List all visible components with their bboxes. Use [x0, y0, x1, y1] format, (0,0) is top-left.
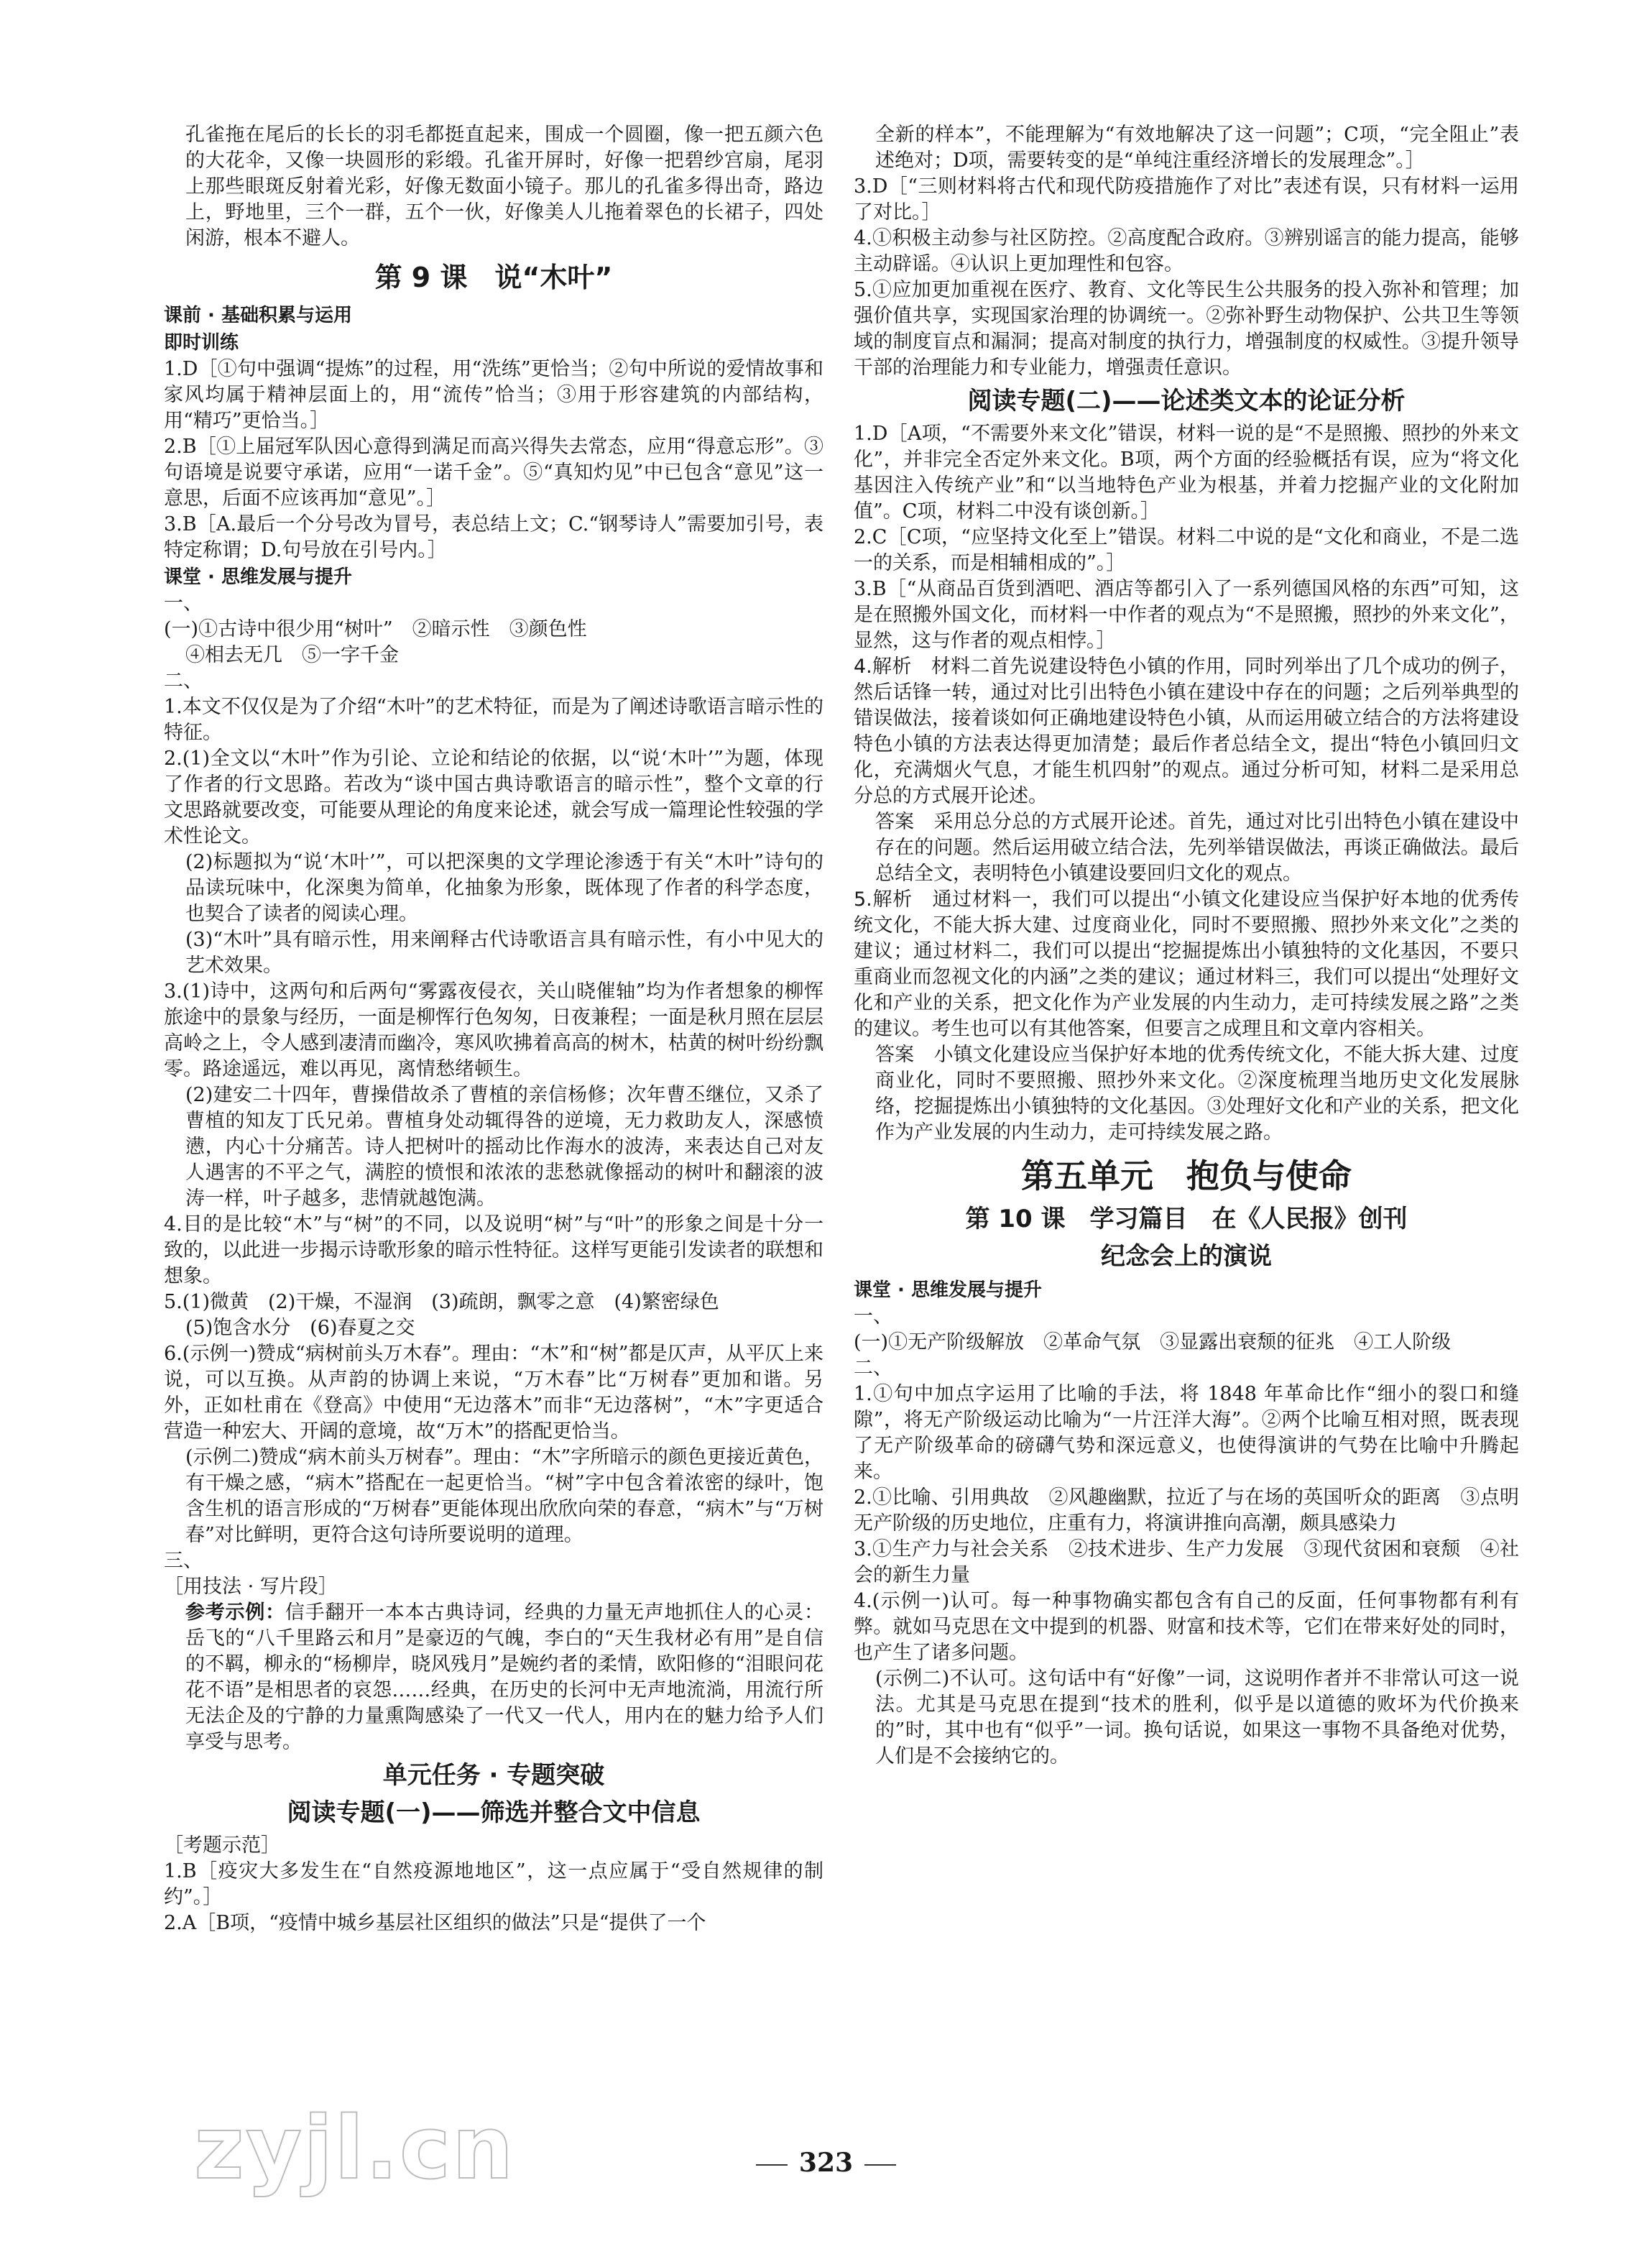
- answer-e5a: 5.(1)微黄 (2)干燥，不湿润 (3)疏朗，飘零之意 (4)繁密绿色: [164, 1291, 719, 1313]
- part-one-line-1: (一)①古诗中很少用“树叶” ②暗示性 ③颜色性: [164, 618, 587, 640]
- answer-r5: 5.①应加更加重视在医疗、教育、文化等民生公共服务的投入弥补和管理；加强价值共享，实现国家治理的协调统一。②弥补野生动物保护、公共卫生等领域的制度盲点和漏洞；提高对制度的执行力，增强制度的权威性。③提升领导干部的治理能力和专业能力，增强责任意识。: [854, 279, 1519, 379]
- answer-2: 2.B［①上届冠军队因心意得到满足而高兴得失去常态，应用“得意忘形”。③句语境是说要守承诺，应用“一诺千金”。⑤“真知灼见”中已包含“意见”这一意思，后面不应该再加“意见”。］: [164, 436, 823, 510]
- part-one-line-r: (一)①无产阶级解放 ②革命气氛 ③显露出衰颓的征兆 ④工人阶级: [854, 1331, 1452, 1353]
- part-one-line-2: ④相去无几 ⑤一字千金: [185, 644, 399, 666]
- part-one-label-r: 一、: [854, 1305, 892, 1328]
- answer-4: 答案 采用总分总的方式展开论述。首先，通过对比引出特色小镇在建设中存在的问题。然后运用破立结合法，先列举错误做法，再谈正确做法。最后总结全文，表明特色小镇建设要回归文化的观点。: [875, 811, 1519, 885]
- sample-paragraph: 参考示例：信手翻开一本本古典诗词，经典的力量无声地抓住人的心灵：岳飞的“八千里路云和月”是豪迈的气魄，李白的“天生我材必有用”是自信的不羁，柳永的“杨柳岸，晓风残月”是婉约者的柔情，欧阳修的“泪眼问花花不语”是相思者的哀怨……经典，在历史的长河中无声地流淌，用流行所无法企及的宁静的力量熏陶感染了一代又一代人，用内在的魅力给予人们享受与思考。: [185, 1601, 824, 1753]
- analysis-5-label: 5.解析: [854, 888, 913, 911]
- reading-topic-2-title: 阅读专题(二)——论述类文本的论证分析: [967, 387, 1406, 415]
- section-heading-in-class: 课堂 · 思维发展与提升: [164, 566, 352, 588]
- reading-topic-1-title: 阅读专题(一)——筛选并整合文中信息: [287, 1798, 701, 1827]
- answer-t2: 2.①比喻、引用典故 ②风趣幽默，拉近了与在场的英国听众的距离 ③点明无产阶级的历史地位，庄重有力，将演讲推向高潮，颇具感染力: [854, 1486, 1519, 1535]
- answer-1: 1.D［①句中强调“提炼”的过程，用“洗练”更恰当；②句中所说的爱情故事和家风均属于精神层面上的，用“流传”恰当；③用于形容建筑的内部结构，用“精巧”更恰当。］: [164, 358, 823, 432]
- answer-3: 3.B［A.最后一个分号改为冒号，表总结上文；C.“钢琴诗人”需要加引号，表特定称谓；D.句号放在引号内。］: [164, 513, 823, 561]
- answer-t4b: (示例二)不认可。这句话中有“好像”一词，这说明作者并不非常认可这一说法。尤其是马克思在提到“技术的胜利，似乎是以道德的败坏为代价换来的”时，其中也有“似乎”一词。换句话说，如果这一事物不具备绝对优势，人们是不会接纳它的。: [875, 1668, 1519, 1767]
- subheading-exercise: 即时训练: [164, 332, 239, 354]
- answer-k1: 1.B［疫灾大多发生在“自然疫源地地区”，这一点应属于“受自然规律的制约”。］: [164, 1860, 823, 1908]
- answer-e3b: (2)建安二十四年，曹操借故杀了曹植的亲信杨修；次年曹丕继位，又杀了曹植的知友丁氏兄弟。曹植身处动辄得咎的逆境，无力救助友人，深感愤懑，内心十分痛苦。诗人把树叶的摇动比作海水的波涛，来表达自己对友人遇害的不平之气，满腔的愤恨和浓浓的悲愁就像摇动的树叶和翻滚的波涛一样，叶子越多，悲情就越饱满。: [185, 1084, 823, 1210]
- answer-r3: 3.D［“三则材料将古代和现代防疫措施作了对比”表述有误，只有材料一运用了对比。］: [854, 175, 1519, 224]
- lesson-9-title: 第 9 课 说“木叶”: [374, 262, 613, 293]
- watermark: zyjl.cn: [194, 2099, 515, 2199]
- lesson-10-title-line-1: 第 10 课 学习篇目 在《人民报》创刊: [965, 1205, 1408, 1233]
- answer-s1: 1.D［A项，“不需要外来文化”错误，材料一说的是“不是照搬、照抄的外来文化”，并非完全否定外来文化。B项，两个方面的经验概括有误，应为“将文化基因注入传统产业”和“以当地特色产业为根基，并着力挖掘产业的文化附加值”。C项，材料二中没有谈创新。］: [854, 423, 1519, 523]
- right-column: [854, 122, 1519, 1770]
- answer-4-label: 答案: [875, 811, 915, 833]
- unit-task-title: 单元任务 · 专题突破: [382, 1761, 605, 1790]
- analysis-4-label: 4.解析: [854, 656, 912, 678]
- answer-r4: 4.①积极主动参与社区防控。②高度配合政府。③辨别谣言的能力提高，能够主动辟谣。④认识上更加理性和包容。: [854, 227, 1519, 275]
- answer-5: 答案 小镇文化建设应当保护好本地的优秀传统文化，不能大拆大建、过度商业化，同时不要照搬、照抄外来文化。②深度梳理当地历史文化发展脉络，挖掘提炼出小镇独特的文化基因。③处理好文化和产业的关系，把文化作为产业发展的内生动力，走可持续发展之路。: [875, 1044, 1519, 1144]
- answer-e2a: 2.(1)全文以“木叶”作为引论、立论和结论的依据，以“说‘木叶’”为题，体现了作者的行文思路。若改为“谈中国古典诗歌语言的暗示性”，整个文章的行文思路就要改变，可能要从理论的角度来论述，就会写成一篇理论性较强的学术性论文。: [164, 748, 823, 847]
- section-heading-lesson-10: 课堂 · 思维发展与提升: [854, 1279, 1042, 1301]
- answer-t1: 1.①句中加点字运用了比喻的手法，将 1848 年革命比作“细小的裂口和缝隙”，将无产阶级运动比喻为“一片汪洋大海”。②两个比喻互相对照，既表现了无产阶级革命的磅礴气势和深远意义，也使得演讲的气势在比喻中升腾起来。: [854, 1383, 1519, 1483]
- answer-e4: 4.目的是比较“木”与“树”的不同，以及说明“树”与“叶”的形象之间是十分一致的，以此进一步揭示诗歌形象的暗示性特征。这样写更能引发读者的联想和想象。: [164, 1213, 823, 1287]
- left-column: [164, 122, 823, 1936]
- technique-tag: ［用技法 · 写片段］: [164, 1576, 338, 1598]
- analysis-4: 4.解析 材料二首先说建设特色小镇的作用，同时列举出了几个成功的例子，然后话锋一转，通过对比引出特色小镇在建设中存在的问题；之后列举典型的错误做法，接着谈如何正确地建设特色小镇，从而运用破立结合的方法将建设特色小镇的方法表达得更加清楚；最后作者总结全文，提出“特色小镇回归文化，充满烟火气息，才能生机四射”的观点。通过分析可知，材料二是采用总分总的方式展开论述。: [854, 656, 1520, 807]
- part-two-label: 二、: [164, 670, 203, 692]
- answer-t4a: 4.(示例一)认可。每一种事物确实都包含有自己的反面，任何事物都有利有弊。就如马克思在文中提到的机器、财富和技术等，它们在带来好处的同时，也产生了诸多问题。: [854, 1590, 1519, 1664]
- answer-s2: 2.C［C项，“应坚持文化至上”错误。材料二中说的是“文化和商业，不是二选一的关系，而是相辅相成的”。］: [854, 526, 1519, 574]
- answer-5-label: 答案: [875, 1044, 915, 1066]
- answer-e2c: (3)“木叶”具有暗示性，用来阐释古代诗歌语言具有暗示性，有小中见大的艺术效果。: [185, 929, 823, 977]
- answer-k2: 2.A［B项，“疫情中城乡基层社区组织的做法”只是“提供了一个: [164, 1912, 706, 1934]
- section-heading-pre-class: 课前 · 基础积累与运用: [164, 305, 352, 326]
- analysis-5: 5.解析 通过材料一，我们可以提出“小镇文化建设应当保护好本地的优秀传统文化，不能大拆大建、过度商业化，同时不要照搬、照抄外来文化”之类的建议；通过材料二，我们可以提出“挖掘提炼出小镇独特的文化基因，不要只重商业而忽视文化的内涵”之类的建议；通过材料三，我们可以提出“处理好文化和产业的关系，把文化作为产业发展的内生动力，走可持续发展之路”之类的建议。考生也可以有其他答案，但要言之成理且和文章内容相关。: [854, 888, 1520, 1040]
- lesson-10-title-line-2: 纪念会上的演说: [1101, 1242, 1272, 1271]
- answer-e3a: 3.(1)诗中，这两句和后两句“雾露夜侵衣，关山晓催轴”均为作者想象的柳恽旅途中的景象与经历，一面是柳恽行色匆匆，日夜兼程；一面是秋月照在层层高岭之上，令人感到凄清而幽冷，寒风吹拂着高高的树木，枯黄的树叶纷纷飘零。路途遥远，难以再见，离情愁绪顿生。: [164, 980, 823, 1080]
- unit-5-title: 第五单元 抱负与使命: [1021, 1157, 1352, 1195]
- answer-e6b: (示例二)赞成“病木前头万树春”。理由：“木”字所暗示的颜色更接近黄色，有干燥之感，“病木”搭配在一起更恰当。“树”字中包含着浓密的绿叶，饱含生机的语言形成的“万树春”更能体现出欣欣向荣的春意，“病木”与“万树春”对比鲜明，更符合这句诗所要说明的道理。: [185, 1446, 823, 1546]
- answer-e5b: (5)饱含水分 (6)春夏之交: [185, 1317, 415, 1339]
- part-one-label: 一、: [164, 592, 203, 615]
- answer-e1: 1.本文不仅仅是为了介绍“木叶”的艺术特征，而是为了阐述诗歌语言暗示性的特征。: [164, 696, 823, 744]
- answer-e6a: 6.(示例一)赞成“病树前头万木春”。理由：“木”和“树”都是仄声，从平仄上来说，可以互换。从声韵的协调上来说，“万木春”比“万树春”更加和谐。另外，正如杜甫在《登高》中使用“无边落木”而非“无边落树”，“木”字更适合营造一种宏大、开阔的意境，故“万木”的搭配更恰当。: [164, 1343, 823, 1443]
- intro-paragraph: 孔雀拖在尾后的长长的羽毛都挺直起来，围成一个圆圈，像一把五颜六色的大花伞，又像一块圆形的彩缎。孔雀开屏时，好像一把碧纱宫扇，尾羽上那些眼斑反射着光彩，好像无数面小镜子。那儿的孔雀多得出奇，路边上，野地里，三个一群，五个一伙，好像美人儿拖着翠色的长裙子，四处闲游，根本不避人。: [185, 124, 823, 249]
- answer-e2b: (2)标题拟为“说‘木叶’”，可以把深奥的文学理论渗透于有关“木叶”诗句的品读玩味中，化深奥为简单，化抽象为形象，既体现了作者的科学态度，也契合了读者的阅读心理。: [185, 851, 823, 925]
- part-three-label: 三、: [164, 1550, 203, 1572]
- answer-t3: 3.①生产力与社会关系 ②技术进步、生产力发展 ③现代贫困和衰颓 ④社会的新生力量: [854, 1538, 1519, 1586]
- part-two-label-r: 二、: [854, 1357, 892, 1379]
- exam-example-tag: ［考题示范］: [164, 1834, 280, 1857]
- continued-answer: 全新的样本”，不能理解为“有效地解决了这一问题”；C项，“完全阻止”表述绝对；D项，需要转变的是“单纯注重经济增长的发展理念”。］: [875, 124, 1519, 172]
- answer-s3: 3.B［“从商品百货到酒吧、酒店等都引入了一系列德国风格的东西”可知，这是在照搬外国文化，而材料一中作者的观点为“不是照搬，照抄的外来文化”，显然，这与作者的观点相悖。］: [854, 578, 1519, 652]
- sample-label: 参考示例：: [185, 1601, 285, 1624]
- page-number: 323: [0, 2148, 1652, 2178]
